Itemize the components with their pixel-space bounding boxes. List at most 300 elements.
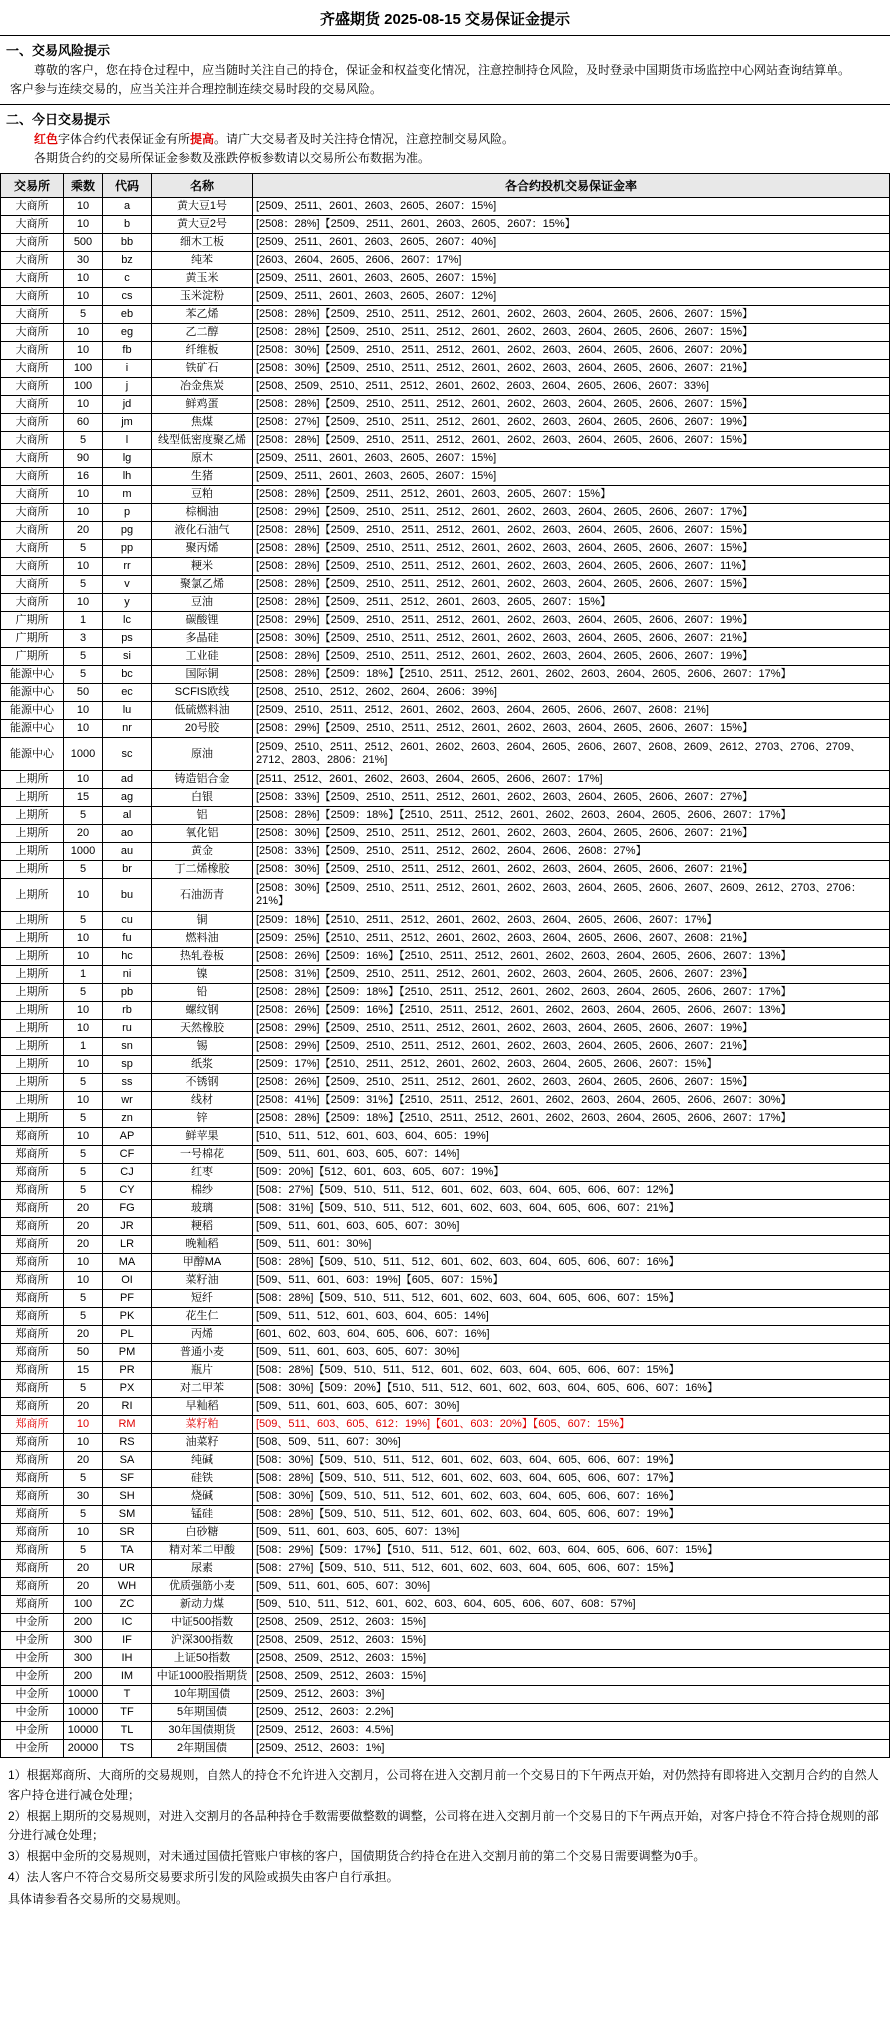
cell-exchange: 中金所 (1, 1722, 64, 1740)
cell-exchange: 郑商所 (1, 1398, 64, 1416)
table-row (1, 1398, 890, 1416)
cell-name: 一号棉花 (152, 1146, 253, 1164)
cell-name: 液化石油气 (152, 522, 253, 540)
cell-name: 苯乙烯 (152, 306, 253, 324)
table-row (1, 1434, 890, 1452)
cell-name: 黄金 (152, 843, 253, 861)
cell-multiplier: 10 (64, 486, 103, 504)
cell-rate: [2508：28%]【2509、2511、2512、2601、2603、2605、2607：15%】 (253, 486, 890, 504)
table-row (1, 789, 890, 807)
cell-exchange: 上期所 (1, 912, 64, 930)
cell-multiplier: 20000 (64, 1740, 103, 1758)
cell-multiplier: 10 (64, 948, 103, 966)
cell-exchange: 大商所 (1, 270, 64, 288)
cell-name: 铝 (152, 807, 253, 825)
cell-code: cu (103, 912, 152, 930)
cell-exchange: 上期所 (1, 807, 64, 825)
cell-exchange: 大商所 (1, 288, 64, 306)
cell-multiplier: 5 (64, 1380, 103, 1398)
cell-exchange: 郑商所 (1, 1542, 64, 1560)
cell-exchange: 上期所 (1, 1038, 64, 1056)
cell-code: pg (103, 522, 152, 540)
cell-code: AP (103, 1128, 152, 1146)
cell-exchange: 大商所 (1, 594, 64, 612)
cell-multiplier: 5 (64, 306, 103, 324)
note-2: 2）根据上期所的交易规则，对进入交割月的各品种持仓手数需要做整数的调整，公司将在进入交割月前一个交易日的下午两点开始，对客户持仓不符合持仓规则的部分进行减仓处理； (8, 1808, 879, 1842)
cell-name: 锌 (152, 1110, 253, 1128)
table-row (1, 1578, 890, 1596)
cell-multiplier: 90 (64, 450, 103, 468)
cell-exchange: 郑商所 (1, 1308, 64, 1326)
table-row (1, 468, 890, 486)
cell-rate: [2509：17%]【2510、2511、2512、2601、2602、2603、2604、2605、2606、2607：15%】 (253, 1056, 890, 1074)
cell-exchange: 上期所 (1, 1020, 64, 1038)
cell-rate: [509、511、601、603、605、607：30%] (253, 1344, 890, 1362)
table-row (1, 630, 890, 648)
cell-code: pp (103, 540, 152, 558)
cell-multiplier: 300 (64, 1632, 103, 1650)
cell-multiplier: 1 (64, 612, 103, 630)
table-row (1, 1416, 890, 1434)
cell-name: 白银 (152, 789, 253, 807)
cell-exchange: 上期所 (1, 879, 64, 912)
cell-name: 沪深300指数 (152, 1632, 253, 1650)
cell-exchange: 郑商所 (1, 1236, 64, 1254)
cell-rate: [2508：28%]【2509、2510、2511、2512、2601、2602、2603、2604、2605、2606、2607：15%】 (253, 522, 890, 540)
cell-name: 纯苯 (152, 252, 253, 270)
cell-exchange: 上期所 (1, 843, 64, 861)
cell-rate: [2509、2511、2601、2603、2605、2607：40%] (253, 234, 890, 252)
cell-name: SCFIS欧线 (152, 684, 253, 702)
cell-rate: [2508：28%]【2509、2510、2511、2512、2601、2602、2603、2604、2605、2606、2607：15%】 (253, 324, 890, 342)
table-body (1, 198, 890, 1758)
cell-code: PF (103, 1290, 152, 1308)
note-3: 3）根据中金所的交易规则，对未通过国债托管账户审核的客户，国债期货合约持仓在进入交割月前的第二个交易日需要调整为0手。 (8, 1849, 706, 1864)
cell-name: 油菜籽 (152, 1434, 253, 1452)
cell-code: a (103, 198, 152, 216)
cell-exchange: 大商所 (1, 198, 64, 216)
cell-code: TF (103, 1704, 152, 1722)
cell-multiplier: 5 (64, 1110, 103, 1128)
cell-code: lu (103, 702, 152, 720)
cell-multiplier: 10 (64, 396, 103, 414)
cell-code: SF (103, 1470, 152, 1488)
cell-name: 中证500指数 (152, 1614, 253, 1632)
cell-exchange: 郑商所 (1, 1326, 64, 1344)
table-row (1, 252, 890, 270)
cell-name: 菜籽粕 (152, 1416, 253, 1434)
cell-exchange: 郑商所 (1, 1416, 64, 1434)
cell-rate: [2508：29%]【2509、2510、2511、2512、2601、2602、2603、2604、2605、2606、2607：21%】 (253, 1038, 890, 1056)
cell-code: au (103, 843, 152, 861)
cell-exchange: 能源中心 (1, 738, 64, 771)
cell-rate: [2603、2604、2605、2606、2607：17%] (253, 252, 890, 270)
cell-rate: [508：31%]【509、510、511、512、601、602、603、604、605、606、607：21%】 (253, 1200, 890, 1218)
cell-rate: [509、511、603、605、612：19%]【601、603：20%】【605、607：15%】 (253, 1416, 890, 1434)
cell-exchange: 郑商所 (1, 1146, 64, 1164)
cell-rate: [508：30%]【509、510、511、512、601、602、603、604、605、606、607：19%】 (253, 1452, 890, 1470)
page-title: 齐盛期货 2025-08-15 交易保证金提示 (319, 11, 571, 28)
cell-code: ni (103, 966, 152, 984)
cell-name: 锰硅 (152, 1506, 253, 1524)
cell-exchange: 郑商所 (1, 1182, 64, 1200)
cell-exchange: 大商所 (1, 414, 64, 432)
cell-name: 螺纹钢 (152, 1002, 253, 1020)
cell-code: bu (103, 879, 152, 912)
cell-code: lg (103, 450, 152, 468)
cell-name: 国际铜 (152, 666, 253, 684)
table-row (1, 1272, 890, 1290)
cell-multiplier: 15 (64, 789, 103, 807)
cell-rate: [509、511、601、603、605、607：14%] (253, 1146, 890, 1164)
table-row (1, 432, 890, 450)
cell-name: 铁矿石 (152, 360, 253, 378)
cell-exchange: 中金所 (1, 1632, 64, 1650)
cell-exchange: 大商所 (1, 324, 64, 342)
cell-exchange: 广期所 (1, 648, 64, 666)
cell-name: 粳米 (152, 558, 253, 576)
cell-rate: [2508：30%]【2509、2510、2511、2512、2601、2602、2603、2604、2605、2606、2607：21%】 (253, 360, 890, 378)
cell-name: 短纤 (152, 1290, 253, 1308)
cell-name: 丁二烯橡胶 (152, 861, 253, 879)
cell-multiplier: 30 (64, 1488, 103, 1506)
cell-code: sc (103, 738, 152, 771)
table-row (1, 1074, 890, 1092)
cell-multiplier: 100 (64, 360, 103, 378)
cell-exchange: 郑商所 (1, 1524, 64, 1542)
table-row (1, 594, 890, 612)
table-row (1, 1110, 890, 1128)
table-row (1, 576, 890, 594)
cell-rate: [509、511、601、603、605、607：30%] (253, 1398, 890, 1416)
table-row (1, 1740, 890, 1758)
cell-multiplier: 5 (64, 1164, 103, 1182)
cell-rate: [2508：26%]【2509：16%】【2510、2511、2512、2601、2602、2603、2604、2605、2606、2607：13%】 (253, 1002, 890, 1020)
cell-code: bb (103, 234, 152, 252)
cell-name: 碳酸锂 (152, 612, 253, 630)
cell-multiplier: 60 (64, 414, 103, 432)
cell-rate: [2508：26%]【2509：16%】【2510、2511、2512、2601、2602、2603、2604、2605、2606、2607：13%】 (253, 948, 890, 966)
cell-rate: [2508：28%]【2509：18%】【2510、2511、2512、2601、2602、2603、2604、2605、2606、2607：17%】 (253, 666, 890, 684)
cell-exchange: 大商所 (1, 486, 64, 504)
cell-multiplier: 20 (64, 1236, 103, 1254)
table-row (1, 702, 890, 720)
table-row (1, 486, 890, 504)
cell-exchange: 能源中心 (1, 684, 64, 702)
cell-exchange: 大商所 (1, 522, 64, 540)
table-row (1, 843, 890, 861)
cell-code: ZC (103, 1596, 152, 1614)
cell-multiplier: 5 (64, 807, 103, 825)
cell-exchange: 郑商所 (1, 1380, 64, 1398)
cell-rate: [508：30%]【509：20%】【510、511、512、601、602、603、604、605、606、607：16%】 (253, 1380, 890, 1398)
cell-multiplier: 10 (64, 1254, 103, 1272)
cell-rate: [2508：29%]【2509、2510、2511、2512、2601、2602、2603、2604、2605、2606、2607：19%】 (253, 1020, 890, 1038)
cell-multiplier: 10 (64, 1092, 103, 1110)
table-row (1, 396, 890, 414)
cell-multiplier: 10 (64, 270, 103, 288)
cell-multiplier: 10 (64, 1416, 103, 1434)
cell-exchange: 郑商所 (1, 1200, 64, 1218)
cell-name: 不锈钢 (152, 1074, 253, 1092)
col-rate: 各合约投机交易保证金率 (253, 174, 890, 198)
cell-multiplier: 5 (64, 576, 103, 594)
cell-name: 花生仁 (152, 1308, 253, 1326)
cell-exchange: 大商所 (1, 378, 64, 396)
cell-name: 玉米淀粉 (152, 288, 253, 306)
cell-exchange: 能源中心 (1, 720, 64, 738)
table-row (1, 648, 890, 666)
cell-multiplier: 20 (64, 1560, 103, 1578)
cell-name: 热轧卷板 (152, 948, 253, 966)
table-row (1, 198, 890, 216)
cell-exchange: 郑商所 (1, 1488, 64, 1506)
section-today-notice (0, 104, 890, 173)
cell-code: j (103, 378, 152, 396)
cell-multiplier: 1000 (64, 843, 103, 861)
table-row (1, 1326, 890, 1344)
cell-rate: [509、511、601、605、607：30%] (253, 1578, 890, 1596)
cell-rate: [508：28%]【509、510、511、512、601、602、603、604、605、606、607：17%】 (253, 1470, 890, 1488)
cell-code: SR (103, 1524, 152, 1542)
table-row (1, 1308, 890, 1326)
cell-multiplier: 200 (64, 1668, 103, 1686)
cell-name: 聚丙烯 (152, 540, 253, 558)
cell-multiplier: 10 (64, 216, 103, 234)
cell-exchange: 上期所 (1, 1092, 64, 1110)
table-row (1, 1002, 890, 1020)
cell-multiplier: 10 (64, 1002, 103, 1020)
cell-multiplier: 10 (64, 324, 103, 342)
table-row (1, 1452, 890, 1470)
cell-code: TS (103, 1740, 152, 1758)
cell-exchange: 上期所 (1, 1002, 64, 1020)
cell-code: T (103, 1686, 152, 1704)
cell-multiplier: 10 (64, 198, 103, 216)
today-text-post: 。请广大交易者及时关注持仓情况，注意控制交易风险。 (214, 132, 515, 147)
cell-name: 铅 (152, 984, 253, 1002)
cell-code: jd (103, 396, 152, 414)
cell-exchange: 大商所 (1, 360, 64, 378)
cell-name: 生猪 (152, 468, 253, 486)
table-row (1, 1506, 890, 1524)
cell-rate: [2508：28%]【2509：18%】【2510、2511、2512、2601、2602、2603、2604、2605、2606、2607：17%】 (253, 807, 890, 825)
cell-code: rb (103, 1002, 152, 1020)
cell-name: 铸造铝合金 (152, 771, 253, 789)
cell-exchange: 中金所 (1, 1740, 64, 1758)
cell-multiplier: 1000 (64, 738, 103, 771)
cell-rate: [508：28%]【509、510、511、512、601、602、603、604、605、606、607：16%】 (253, 1254, 890, 1272)
table-row (1, 966, 890, 984)
cell-name: 30年国债期货 (152, 1722, 253, 1740)
cell-name: 线材 (152, 1092, 253, 1110)
cell-rate: [2508：33%]【2509、2510、2511、2512、2601、2602、2603、2604、2605、2606、2607：27%】 (253, 789, 890, 807)
section-risk-heading: 一、交易风险提示 (6, 43, 111, 58)
cell-name: 20号胶 (152, 720, 253, 738)
cell-code: LR (103, 1236, 152, 1254)
cell-multiplier: 5 (64, 1290, 103, 1308)
cell-multiplier: 10000 (64, 1722, 103, 1740)
cell-name: 丙烯 (152, 1326, 253, 1344)
cell-multiplier: 5 (64, 648, 103, 666)
cell-code: b (103, 216, 152, 234)
cell-rate: [2508：28%]【2509、2510、2511、2512、2601、2602、2603、2604、2605、2606、2607：15%】 (253, 432, 890, 450)
cell-rate: [2508、2510、2512、2602、2604、2606：39%] (253, 684, 890, 702)
section-today-heading: 二、今日交易提示 (6, 112, 111, 128)
cell-name: 豆粕 (152, 486, 253, 504)
cell-multiplier: 100 (64, 1596, 103, 1614)
table-row (1, 861, 890, 879)
cell-rate: [2509、2511、2601、2603、2605、2607：15%] (253, 468, 890, 486)
table-row (1, 1614, 890, 1632)
cell-exchange: 上期所 (1, 771, 64, 789)
cell-exchange: 上期所 (1, 1056, 64, 1074)
cell-rate: [2508：28%]【2509：18%】【2510、2511、2512、2601、2602、2603、2604、2605、2606、2607：17%】 (253, 1110, 890, 1128)
table-row (1, 1650, 890, 1668)
cell-rate: [2509、2512、2603：4.5%] (253, 1722, 890, 1740)
cell-rate: [2508：29%]【2509、2510、2511、2512、2601、2602、2603、2604、2605、2606、2607：17%】 (253, 504, 890, 522)
cell-multiplier: 200 (64, 1614, 103, 1632)
cell-code: ad (103, 771, 152, 789)
cell-rate: [2509、2511、2601、2603、2605、2607：15%] (253, 198, 890, 216)
cell-code: lc (103, 612, 152, 630)
table-row (1, 666, 890, 684)
cell-multiplier: 5 (64, 1308, 103, 1326)
cell-name: 石油沥青 (152, 879, 253, 912)
cell-name: 瓶片 (152, 1362, 253, 1380)
cell-rate: [508、509、511、607：30%] (253, 1434, 890, 1452)
cell-exchange: 大商所 (1, 342, 64, 360)
cell-name: 烧碱 (152, 1488, 253, 1506)
cell-code: lh (103, 468, 152, 486)
cell-multiplier: 10 (64, 771, 103, 789)
cell-rate: [2508、2509、2512、2603：15%] (253, 1632, 890, 1650)
cell-rate: [508：28%]【509、510、511、512、601、602、603、604、605、606、607：15%】 (253, 1362, 890, 1380)
cell-name: 低硫燃料油 (152, 702, 253, 720)
cell-multiplier: 10 (64, 504, 103, 522)
cell-exchange: 郑商所 (1, 1344, 64, 1362)
cell-code: ps (103, 630, 152, 648)
table-row (1, 1470, 890, 1488)
cell-rate: [2509、2512、2603：1%] (253, 1740, 890, 1758)
cell-code: rr (103, 558, 152, 576)
cell-exchange: 上期所 (1, 789, 64, 807)
cell-exchange: 郑商所 (1, 1254, 64, 1272)
cell-name: 纯碱 (152, 1452, 253, 1470)
table-row (1, 1704, 890, 1722)
table-row (1, 522, 890, 540)
cell-name: 燃料油 (152, 930, 253, 948)
cell-code: IF (103, 1632, 152, 1650)
cell-exchange: 大商所 (1, 234, 64, 252)
cell-multiplier: 20 (64, 825, 103, 843)
table-row (1, 984, 890, 1002)
cell-multiplier: 15 (64, 1362, 103, 1380)
cell-name: 菜籽油 (152, 1272, 253, 1290)
cell-code: fu (103, 930, 152, 948)
highlight-red-2: 提高 (190, 132, 215, 147)
today-paragraph-2: 各期货合约的交易所保证金参数及涨跌停板参数请以交易所公布数据为准。 (34, 150, 431, 165)
table-row (1, 1560, 890, 1578)
cell-rate: [2508：28%]【2509、2510、2511、2512、2601、2602、2603、2604、2605、2606、2607：11%】 (253, 558, 890, 576)
cell-rate: [2508：28%]【2509：18%】【2510、2511、2512、2601、2602、2603、2604、2605、2606、2607：17%】 (253, 984, 890, 1002)
cell-multiplier: 10 (64, 720, 103, 738)
cell-name: 纤维板 (152, 342, 253, 360)
cell-code: RS (103, 1434, 152, 1452)
cell-name: 原木 (152, 450, 253, 468)
cell-code: wr (103, 1092, 152, 1110)
table-row (1, 1254, 890, 1272)
table-row (1, 234, 890, 252)
cell-code: eb (103, 306, 152, 324)
cell-multiplier: 300 (64, 1650, 103, 1668)
cell-code: bc (103, 666, 152, 684)
cell-rate: [2508、2509、2510、2511、2512、2601、2602、2603、2604、2605、2606、2607：33%] (253, 378, 890, 396)
note-5: 具体请参看各交易所的交易规则。 (8, 1891, 189, 1906)
cell-code: WH (103, 1578, 152, 1596)
table-row (1, 324, 890, 342)
cell-multiplier: 5 (64, 666, 103, 684)
cell-code: zn (103, 1110, 152, 1128)
cell-exchange: 大商所 (1, 504, 64, 522)
table-row (1, 930, 890, 948)
cell-rate: [2508：30%]【2509、2510、2511、2512、2601、2602、2603、2604、2605、2606、2607：21%】 (253, 825, 890, 843)
cell-name: 精对苯二甲酸 (152, 1542, 253, 1560)
table-row (1, 558, 890, 576)
cell-rate: [2508：28%]【2509、2510、2511、2512、2601、2602、2603、2604、2605、2606、2607：15%】 (253, 576, 890, 594)
cell-rate: [508：27%]【509、510、511、512、601、602、603、604、605、606、607：15%】 (253, 1560, 890, 1578)
cell-name: 粳稻 (152, 1218, 253, 1236)
cell-multiplier: 10 (64, 1524, 103, 1542)
cell-multiplier: 10 (64, 342, 103, 360)
cell-name: 玻璃 (152, 1200, 253, 1218)
cell-exchange: 中金所 (1, 1686, 64, 1704)
cell-rate: [2509：18%]【2510、2511、2512、2601、2602、2603、2604、2605、2606、2607：17%】 (253, 912, 890, 930)
table-row (1, 1632, 890, 1650)
cell-code: PX (103, 1380, 152, 1398)
cell-code: RI (103, 1398, 152, 1416)
cell-multiplier: 5 (64, 984, 103, 1002)
cell-rate: [2509、2512、2603：3%] (253, 1686, 890, 1704)
cell-exchange: 郑商所 (1, 1272, 64, 1290)
cell-code: CF (103, 1146, 152, 1164)
cell-rate: [509、511、512、601、603、604、605：14%] (253, 1308, 890, 1326)
table-row (1, 342, 890, 360)
table-row (1, 378, 890, 396)
cell-rate: [2509、2512、2603：2.2%] (253, 1704, 890, 1722)
table-row (1, 720, 890, 738)
cell-multiplier: 10 (64, 1272, 103, 1290)
cell-exchange: 郑商所 (1, 1452, 64, 1470)
cell-name: 棉纱 (152, 1182, 253, 1200)
cell-rate: [509、511、601、603、605、607：30%] (253, 1218, 890, 1236)
cell-rate: [509、511、601：30%] (253, 1236, 890, 1254)
cell-code: br (103, 861, 152, 879)
cell-multiplier: 100 (64, 378, 103, 396)
cell-rate: [2508：28%]【2509、2511、2601、2603、2605、2607：15%】 (253, 216, 890, 234)
section-today-body (0, 130, 890, 173)
cell-code: UR (103, 1560, 152, 1578)
table-row (1, 807, 890, 825)
cell-code: l (103, 432, 152, 450)
cell-code: IM (103, 1668, 152, 1686)
cell-code: ru (103, 1020, 152, 1038)
cell-rate: [2508：30%]【2509、2510、2511、2512、2601、2602、2603、2604、2605、2606、2607：21%】 (253, 861, 890, 879)
cell-rate: [2509、2511、2601、2603、2605、2607：15%] (253, 270, 890, 288)
cell-exchange: 中金所 (1, 1668, 64, 1686)
table-row (1, 540, 890, 558)
cell-name: 黄大豆1号 (152, 198, 253, 216)
